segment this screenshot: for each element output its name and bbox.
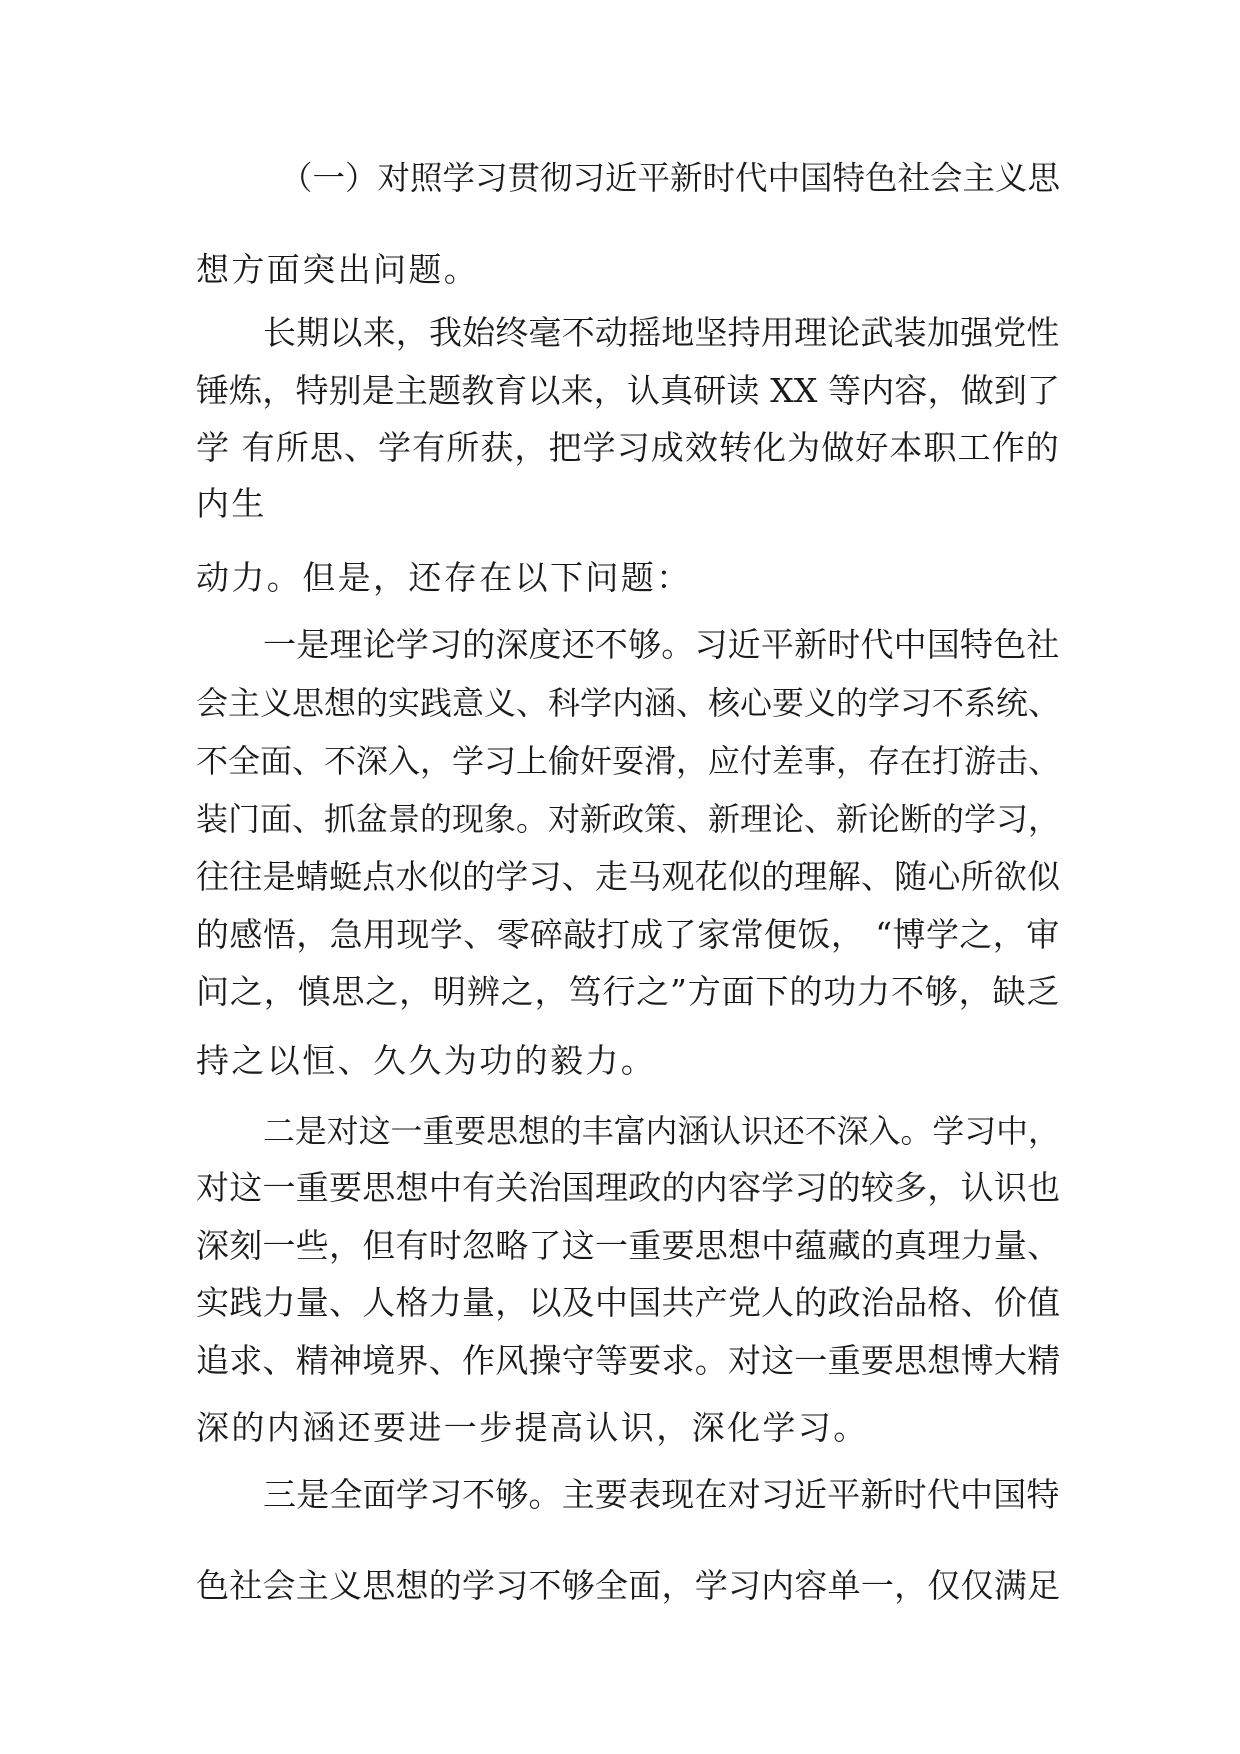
- point-one-line-6: 的感悟，急用现学、零碎敲打成了家常便饭， “博学之，审: [196, 915, 1060, 954]
- intro-line-1: 长期以来，我始终毫不动摇地坚持用理论武装加强党性: [263, 313, 1060, 352]
- point-one-line-8: 持之以恒、久久为功的毅力。: [196, 1041, 657, 1080]
- point-three-line-1: 三是全面学习不够。主要表现在对习近平新时代中国特: [263, 1475, 1060, 1514]
- point-one-line-5: 往往是蜻蜓点水似的学习、走马观花似的理解、随心所欲似: [196, 857, 1061, 896]
- point-one-line-1: 一是理论学习的深度还不够。习近平新时代中国特色社: [263, 625, 1060, 664]
- section-heading-line-2: 想方面突出问题。: [196, 250, 480, 289]
- point-two-line-4: 实践力量、人格力量，以及中国共产党人的政治品格、价值: [196, 1283, 1061, 1322]
- intro-line-4: 内生: [196, 484, 267, 523]
- section-heading-line-1: （一）对照学习贯彻习近平新时代中国特色社会主义思: [280, 159, 1061, 197]
- point-two-line-6: 深的内涵还要进一步提高认识，深化学习。: [196, 1408, 869, 1447]
- point-two-line-5: 追求、精神境界、作风操守等要求。对这一重要思想博大精: [196, 1341, 1061, 1380]
- point-one-line-3: 不全面、不深入，学习上偷奸耍滑，应付差事，存在打游击、: [196, 742, 1061, 780]
- intro-line-2: 锤炼，特别是主题教育以来，认真研读 XX 等内容，做到了: [196, 371, 1061, 410]
- intro-line-5: 动力。但是，还存在以下问题：: [196, 558, 692, 597]
- point-three-line-2: 色社会主义思想的学习不够全面，学习内容单一，仅仅满足: [196, 1566, 1061, 1605]
- point-two-line-3: 深刻一些，但有时忽略了这一重要思想中蕴藏的真理力量、: [196, 1226, 1061, 1265]
- point-one-line-4: 装门面、抓盆景的现象。对新政策、新理论、新论断的学习，: [196, 800, 1061, 838]
- intro-line-3: 学 有所思、学有所获，把学习成效转化为做好本职工作的: [196, 428, 1060, 467]
- point-one-line-2: 会主义思想的实践意义、科学内涵、核心要义的学习不系统、: [196, 684, 1061, 722]
- point-two-line-1: 二是对这一重要思想的丰富内涵认识还不深入。学习中，: [263, 1112, 1060, 1150]
- point-one-line-7: 问之，慎思之，明辨之，笃行之”方面下的功力不够，缺乏: [196, 972, 1061, 1011]
- point-two-line-2: 对这一重要思想中有关治国理政的内容学习的较多，认识也: [196, 1168, 1061, 1207]
